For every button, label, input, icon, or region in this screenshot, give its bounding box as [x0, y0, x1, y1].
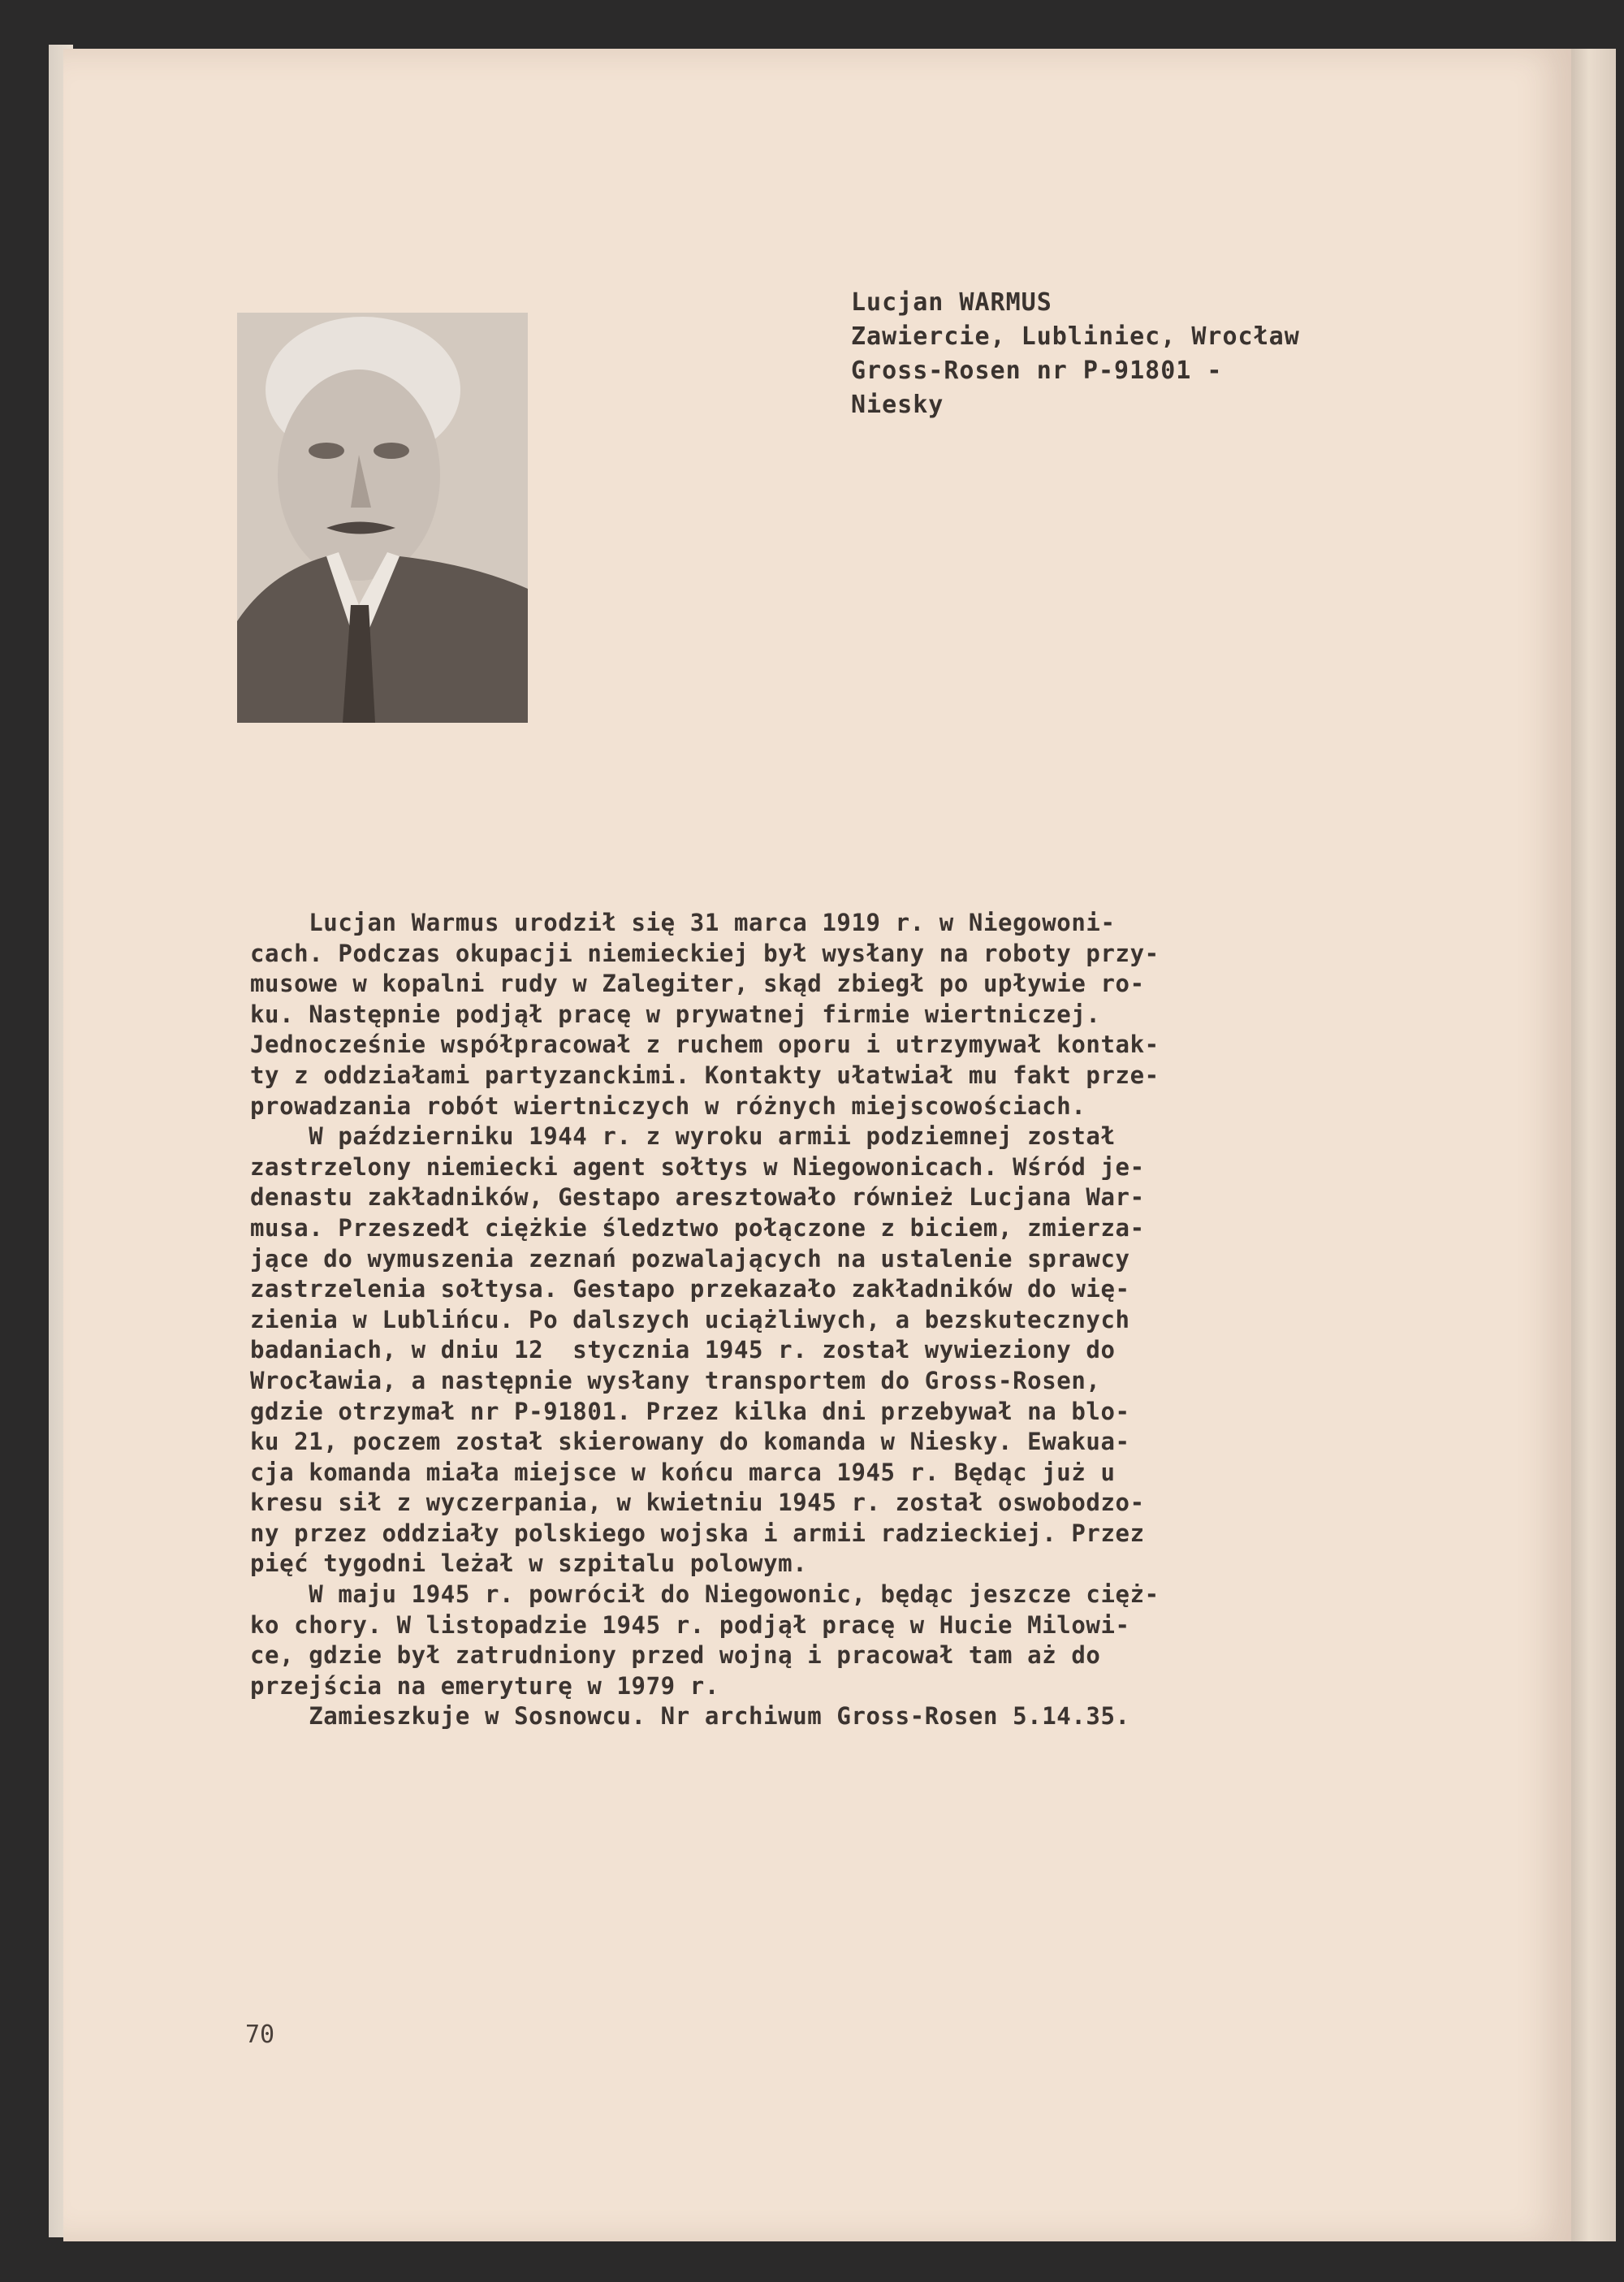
- text-line: zastrzelenia sołtysa. Gestapo przekazało zakładników do wię-: [250, 1275, 1130, 1303]
- text-line: W maju 1945 r. powrócił do Niegowonic, będąc jeszcze cięż-: [250, 1580, 1160, 1609]
- text-line: denastu zakładników, Gestapo aresztowało również Lucjana War-: [250, 1183, 1145, 1212]
- text-line: badaniach, w dniu 12 stycznia 1945 r. został wywieziony do: [250, 1336, 1116, 1364]
- text-line: Wrocławia, a następnie wysłany transportem do Gross-Rosen,: [250, 1366, 1101, 1394]
- header-line: Niesky: [851, 391, 944, 419]
- text-line: cach. Podczas okupacji niemieckiej był wysłany na roboty przy-: [250, 939, 1160, 967]
- biography-text: [250, 908, 1452, 1732]
- text-line: musa. Przeszedł ciężkie śledztwo połączone z biciem, zmierza-: [250, 1213, 1145, 1242]
- person-name: Lucjan WARMUS: [851, 288, 1052, 317]
- page-edge-right: [1571, 49, 1616, 2241]
- text-line: Jednocześnie współpracował z ruchem oporu i utrzymywał kontak-: [250, 1031, 1160, 1059]
- text-line: prowadzania robót wiertniczych w różnych miejscowościach.: [250, 1091, 1086, 1120]
- page-number: 70: [245, 2021, 275, 2049]
- header-line: Gross-Rosen nr P-91801 -: [851, 357, 1223, 385]
- portrait-photo: [237, 313, 528, 723]
- text-line: W październiku 1944 r. z wyroku armii podziemnej został: [250, 1122, 1116, 1151]
- text-line: przejścia na emeryturę w 1979 r.: [250, 1671, 719, 1700]
- text-line: jące do wymuszenia zeznań pozwalających na ustalenie sprawcy: [250, 1244, 1130, 1273]
- text-line: zienia w Lublińcu. Po dalszych uciążliwych, a bezskutecznych: [250, 1305, 1130, 1333]
- text-line: ku. Następnie podjął pracę w prywatnej firmie wiertniczej.: [250, 1000, 1101, 1028]
- text-line: zastrzelony niemiecki agent sołtys w Niegowonicach. Wśród je-: [250, 1152, 1145, 1181]
- text-line: ny przez oddziały polskiego wojska i armii radzieckiej. Przez: [250, 1519, 1145, 1547]
- text-line: ce, gdzie był zatrudniony przed wojną i pracował tam aż do: [250, 1641, 1101, 1670]
- header-line: Zawiercie, Lubliniec, Wrocław: [851, 322, 1300, 351]
- text-line: musowe w kopalni rudy w Zalegiter, skąd zbiegł po upływie ro-: [250, 970, 1145, 998]
- text-line: Lucjan Warmus urodził się 31 marca 1919 r. w Niegowoni-: [250, 909, 1116, 936]
- text-line: Zamieszkuje w Sosnowcu. Nr archiwum Gross-Rosen 5.14.35.: [250, 1702, 1130, 1731]
- text-line: ko chory. W listopadzie 1945 r. podjął pracę w Hucie Milowi-: [250, 1610, 1130, 1639]
- text-line: gdzie otrzymał nr P-91801. Przez kilka dni przebywał na blo-: [250, 1397, 1130, 1425]
- text-line: pięć tygodni leżał w szpitalu polowym.: [250, 1549, 808, 1578]
- person-header: [851, 286, 1468, 422]
- text-line: ty z oddziałami partyzanckimi. Kontakty ułatwiał mu fakt prze-: [250, 1061, 1160, 1089]
- text-line: cja komanda miała miejsce w końcu marca 1945 r. Będąc już u: [250, 1458, 1116, 1486]
- text-line: ku 21, poczem został skierowany do komanda w Niesky. Ewakua-: [250, 1428, 1130, 1456]
- text-line: kresu sił z wyczerpania, w kwietniu 1945 r. został oswobodzo-: [250, 1489, 1145, 1517]
